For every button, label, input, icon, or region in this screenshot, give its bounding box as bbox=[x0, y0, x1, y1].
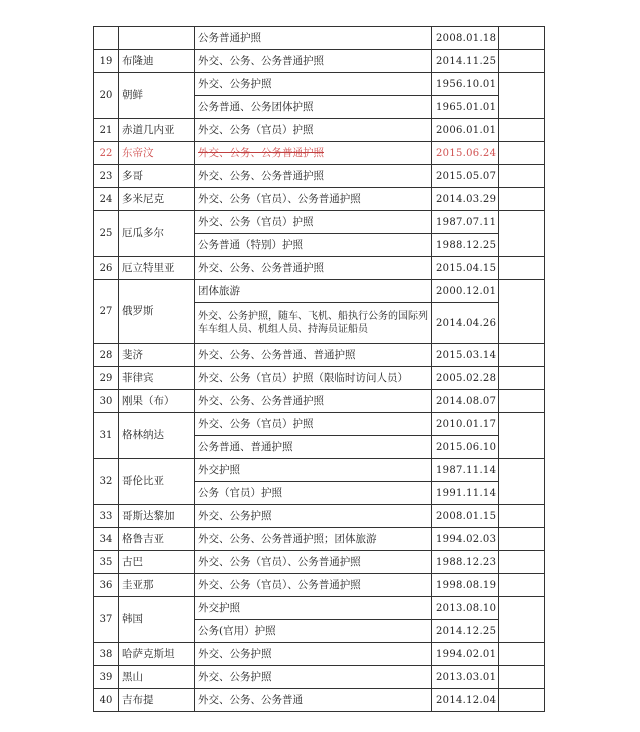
country-name: 古巴 bbox=[119, 551, 195, 574]
effective-date: 1987.07.11 bbox=[432, 211, 499, 234]
row-number: 25 bbox=[94, 211, 119, 257]
row-number: 24 bbox=[94, 188, 119, 211]
passport-type: 外交、公务、公务普通护照；团体旅游 bbox=[195, 528, 432, 551]
passport-type: 外交、公务（官员）、公务普通护照 bbox=[195, 188, 432, 211]
country-name: 斐济 bbox=[119, 344, 195, 367]
country-name: 俄罗斯 bbox=[119, 280, 195, 344]
effective-date: 1988.12.25 bbox=[432, 234, 499, 257]
passport-type: 外交、公务（官员）、公务普通护照 bbox=[195, 551, 432, 574]
country-name: 厄立特里亚 bbox=[119, 257, 195, 280]
remarks-cell bbox=[499, 390, 545, 413]
passport-type: 公务普通护照 bbox=[195, 27, 432, 50]
remarks-cell bbox=[499, 574, 545, 597]
passport-type: 外交、公务（官员）护照 bbox=[195, 413, 432, 436]
table-row bbox=[94, 390, 545, 413]
country-name: 黑山 bbox=[119, 666, 195, 689]
passport-type: 外交、公务护照 bbox=[195, 73, 432, 96]
row-number: 33 bbox=[94, 505, 119, 528]
country-name: 多哥 bbox=[119, 165, 195, 188]
country-name: 东帝汶 bbox=[119, 142, 195, 165]
row-number: 34 bbox=[94, 528, 119, 551]
effective-date: 2014.03.29 bbox=[432, 188, 499, 211]
remarks-cell bbox=[499, 280, 545, 344]
effective-date: 1988.12.23 bbox=[432, 551, 499, 574]
country-name: 哥斯达黎加 bbox=[119, 505, 195, 528]
remarks-cell bbox=[499, 188, 545, 211]
remarks-cell bbox=[499, 597, 545, 643]
passport-type-text: 外交、公务、公务普通护照 bbox=[198, 146, 324, 159]
country-name bbox=[119, 27, 195, 50]
table-row bbox=[94, 413, 545, 436]
table-row bbox=[94, 505, 545, 528]
row-number: 29 bbox=[94, 367, 119, 390]
passport-type bbox=[195, 142, 432, 165]
row-number: 28 bbox=[94, 344, 119, 367]
effective-date: 1994.02.01 bbox=[432, 643, 499, 666]
table-row bbox=[94, 211, 545, 234]
passport-type: 公务普通、公务团体护照 bbox=[195, 96, 432, 119]
passport-type: 外交、公务、公务普通 bbox=[195, 689, 432, 712]
remarks-cell bbox=[499, 643, 545, 666]
remarks-cell bbox=[499, 367, 545, 390]
row-number: 19 bbox=[94, 50, 119, 73]
table-row bbox=[94, 666, 545, 689]
passport-type: 外交、公务护照 bbox=[195, 666, 432, 689]
row-number: 30 bbox=[94, 390, 119, 413]
passport-type: 外交、公务护照 bbox=[195, 505, 432, 528]
passport-type: 外交护照 bbox=[195, 459, 432, 482]
passport-type: 外交、公务、公务普通护照 bbox=[195, 390, 432, 413]
row-number: 40 bbox=[94, 689, 119, 712]
effective-date: 1965.01.01 bbox=[432, 96, 499, 119]
passport-type: 外交、公务护照 bbox=[195, 643, 432, 666]
passport-type: 外交、公务（官员）、公务普通护照 bbox=[195, 574, 432, 597]
remarks-cell bbox=[499, 257, 545, 280]
country-name: 格林纳达 bbox=[119, 413, 195, 459]
table-row bbox=[94, 165, 545, 188]
country-name: 韩国 bbox=[119, 597, 195, 643]
table-row bbox=[94, 574, 545, 597]
table-row bbox=[94, 257, 545, 280]
passport-type: 公务（官员）护照 bbox=[195, 482, 432, 505]
country-name: 哥伦比亚 bbox=[119, 459, 195, 505]
row-number bbox=[94, 27, 119, 50]
effective-date: 2000.12.01 bbox=[432, 280, 499, 303]
visa-exemption-table bbox=[93, 26, 545, 712]
passport-type: 外交、公务、公务普通护照 bbox=[195, 165, 432, 188]
country-name: 格鲁吉亚 bbox=[119, 528, 195, 551]
country-name: 刚果（布） bbox=[119, 390, 195, 413]
country-name: 朝鲜 bbox=[119, 73, 195, 119]
passport-type: 公务(官用）护照 bbox=[195, 620, 432, 643]
table-row bbox=[94, 597, 545, 620]
effective-date: 2015.05.07 bbox=[432, 165, 499, 188]
row-number: 38 bbox=[94, 643, 119, 666]
effective-date: 2014.08.07 bbox=[432, 390, 499, 413]
effective-date: 2014.12.25 bbox=[432, 620, 499, 643]
remarks-cell bbox=[499, 459, 545, 505]
remarks-cell bbox=[499, 50, 545, 73]
table-row bbox=[94, 528, 545, 551]
remarks-cell bbox=[499, 27, 545, 50]
remarks-cell bbox=[499, 142, 545, 165]
passport-type: 外交、公务、公务普通、普通护照 bbox=[195, 344, 432, 367]
effective-date: 2015.06.10 bbox=[432, 436, 499, 459]
table-row-highlighted bbox=[94, 142, 545, 165]
row-number: 35 bbox=[94, 551, 119, 574]
country-name: 布隆迪 bbox=[119, 50, 195, 73]
remarks-cell bbox=[499, 689, 545, 712]
effective-date: 2014.11.25 bbox=[432, 50, 499, 73]
table-row bbox=[94, 280, 545, 303]
effective-date: 1956.10.01 bbox=[432, 73, 499, 96]
country-name: 吉布提 bbox=[119, 689, 195, 712]
remarks-cell bbox=[499, 666, 545, 689]
row-number: 26 bbox=[94, 257, 119, 280]
passport-type: 外交、公务、公务普通护照 bbox=[195, 50, 432, 73]
table-row bbox=[94, 188, 545, 211]
effective-date: 1998.08.19 bbox=[432, 574, 499, 597]
country-name: 圭亚那 bbox=[119, 574, 195, 597]
row-number: 36 bbox=[94, 574, 119, 597]
effective-date: 1994.02.03 bbox=[432, 528, 499, 551]
remarks-cell bbox=[499, 73, 545, 119]
effective-date: 1991.11.14 bbox=[432, 482, 499, 505]
effective-date: 2013.08.10 bbox=[432, 597, 499, 620]
row-number: 22 bbox=[94, 142, 119, 165]
effective-date: 2015.04.15 bbox=[432, 257, 499, 280]
table-row bbox=[94, 119, 545, 142]
row-number: 39 bbox=[94, 666, 119, 689]
table-row bbox=[94, 344, 545, 367]
effective-date: 2015.06.24 bbox=[432, 142, 499, 165]
table-row bbox=[94, 689, 545, 712]
effective-date: 2015.03.14 bbox=[432, 344, 499, 367]
effective-date: 2008.01.18 bbox=[432, 27, 499, 50]
passport-type: 外交、公务（官员）护照 bbox=[195, 211, 432, 234]
remarks-cell bbox=[499, 505, 545, 528]
passport-type: 公务普通、普通护照 bbox=[195, 436, 432, 459]
table-row bbox=[94, 459, 545, 482]
remarks-cell bbox=[499, 165, 545, 188]
passport-type: 外交、公务、公务普通护照 bbox=[195, 257, 432, 280]
effective-date: 2013.03.01 bbox=[432, 666, 499, 689]
passport-type: 外交护照 bbox=[195, 597, 432, 620]
table-row bbox=[94, 367, 545, 390]
table-row bbox=[94, 27, 545, 50]
passport-type: 公务普通（特别）护照 bbox=[195, 234, 432, 257]
effective-date: 2006.01.01 bbox=[432, 119, 499, 142]
country-name: 厄瓜多尔 bbox=[119, 211, 195, 257]
effective-date: 2010.01.17 bbox=[432, 413, 499, 436]
row-number: 20 bbox=[94, 73, 119, 119]
remarks-cell bbox=[499, 211, 545, 257]
effective-date: 2008.01.15 bbox=[432, 505, 499, 528]
country-name: 多米尼克 bbox=[119, 188, 195, 211]
remarks-cell bbox=[499, 413, 545, 459]
passport-type: 外交、公务（官员）护照（限临时访问人员） bbox=[195, 367, 432, 390]
passport-type: 团体旅游 bbox=[195, 280, 432, 303]
remarks-cell bbox=[499, 344, 545, 367]
effective-date: 2014.12.04 bbox=[432, 689, 499, 712]
passport-type: 外交、公务护照，随车、飞机、船执行公务的国际列车车组人员、机组人员、持海员证船员 bbox=[195, 303, 432, 344]
row-number: 23 bbox=[94, 165, 119, 188]
row-number: 21 bbox=[94, 119, 119, 142]
table-row bbox=[94, 643, 545, 666]
row-number: 31 bbox=[94, 413, 119, 459]
row-number: 27 bbox=[94, 280, 119, 344]
table-row bbox=[94, 73, 545, 96]
row-number: 32 bbox=[94, 459, 119, 505]
effective-date: 1987.11.14 bbox=[432, 459, 499, 482]
table-row bbox=[94, 50, 545, 73]
table-row bbox=[94, 551, 545, 574]
remarks-cell bbox=[499, 119, 545, 142]
remarks-cell bbox=[499, 551, 545, 574]
remarks-cell bbox=[499, 528, 545, 551]
country-name: 赤道几内亚 bbox=[119, 119, 195, 142]
country-name: 哈萨克斯坦 bbox=[119, 643, 195, 666]
row-number: 37 bbox=[94, 597, 119, 643]
effective-date: 2005.02.28 bbox=[432, 367, 499, 390]
effective-date: 2014.04.26 bbox=[432, 303, 499, 344]
country-name: 菲律宾 bbox=[119, 367, 195, 390]
passport-type: 外交、公务（官员）护照 bbox=[195, 119, 432, 142]
